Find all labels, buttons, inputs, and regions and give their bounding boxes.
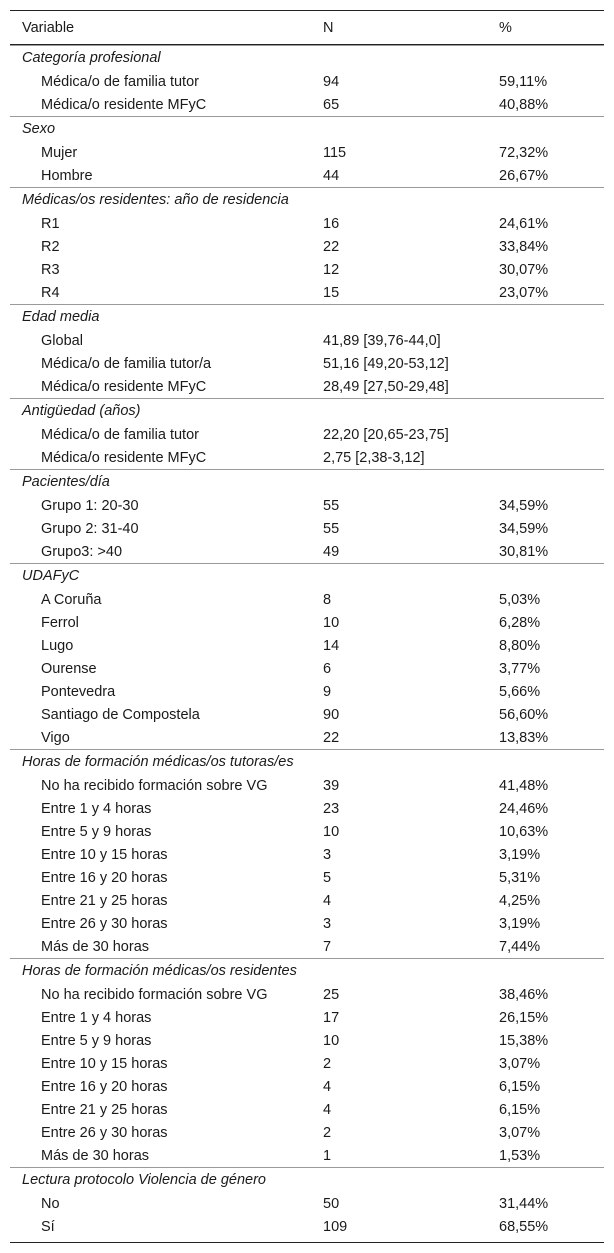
- row-n: 17: [323, 1009, 340, 1026]
- table-row: [10, 494, 604, 517]
- row-label: Ourense: [41, 660, 97, 677]
- table-row: [10, 889, 604, 912]
- table-row: [10, 1121, 604, 1144]
- table-row: [10, 611, 604, 634]
- row-label: Entre 16 y 20 horas: [41, 1078, 168, 1095]
- table-row: [10, 540, 604, 563]
- row-percent: 72,32%: [499, 144, 549, 161]
- row-label: Ferrol: [41, 614, 79, 631]
- row-n: 10: [323, 614, 340, 631]
- row-percent: 5,31%: [499, 869, 541, 886]
- table-body: [10, 45, 604, 1238]
- row-percent: 34,59%: [499, 520, 549, 537]
- row-label: Médica/o residente MFyC: [41, 449, 207, 466]
- row-label: R1: [41, 215, 60, 232]
- row-n: 5: [323, 869, 332, 886]
- row-n: 115: [323, 144, 347, 161]
- row-label: R4: [41, 284, 60, 301]
- table-row: [10, 141, 604, 164]
- row-n: 109: [323, 1218, 348, 1235]
- section-title: Médicas/os residentes: año de residencia: [22, 192, 289, 208]
- row-n: 23: [323, 800, 340, 817]
- row-percent: 3,07%: [499, 1055, 541, 1072]
- section-title: Horas de formación médicas/os tutoras/es: [22, 754, 294, 770]
- section-title: Lectura protocolo Violencia de género: [22, 1172, 266, 1188]
- section-heading: [10, 45, 604, 70]
- row-n: 22: [323, 238, 340, 255]
- row-percent: 31,44%: [499, 1195, 549, 1212]
- row-n: 1: [323, 1147, 332, 1164]
- row-n: 4: [323, 892, 332, 909]
- row-label: Santiago de Compostela: [41, 706, 200, 723]
- row-percent: 1,53%: [499, 1147, 541, 1164]
- row-n: 4: [323, 1078, 332, 1095]
- header-percent: %: [499, 19, 512, 36]
- row-label: Grupo3: >40: [41, 543, 123, 560]
- row-n: 9: [323, 683, 332, 700]
- row-label: Global: [41, 332, 83, 349]
- row-label: Más de 30 horas: [41, 938, 150, 955]
- row-label: Médica/o residente MFyC: [41, 96, 207, 113]
- row-label: Entre 26 y 30 horas: [41, 915, 168, 932]
- row-n: 6: [323, 660, 332, 677]
- row-percent: 3,19%: [499, 846, 541, 863]
- table-row: [10, 281, 604, 304]
- row-percent: 8,80%: [499, 637, 541, 654]
- row-percent: 30,81%: [499, 543, 549, 560]
- row-n: 65: [323, 96, 340, 113]
- section-title: Antigüedad (años): [22, 403, 141, 419]
- row-label: Hombre: [41, 167, 93, 184]
- section-title: Categoría profesional: [22, 50, 161, 66]
- row-label: Entre 5 y 9 horas: [41, 823, 152, 840]
- row-label: Vigo: [41, 729, 70, 746]
- row-label: Médica/o residente MFyC: [41, 378, 207, 395]
- table-row: [10, 258, 604, 281]
- table-row: [10, 843, 604, 866]
- section-heading: [10, 304, 604, 329]
- row-label: A Coruña: [41, 591, 102, 608]
- row-percent: 6,15%: [499, 1101, 541, 1118]
- section-title: Pacientes/día: [22, 474, 110, 490]
- row-label: Entre 5 y 9 horas: [41, 1032, 152, 1049]
- section-heading: [10, 187, 604, 212]
- row-percent: 40,88%: [499, 96, 549, 113]
- section-heading: [10, 958, 604, 983]
- row-label: Grupo 2: 31-40: [41, 520, 139, 537]
- row-n: 55: [323, 520, 340, 537]
- table-header: [10, 10, 604, 45]
- row-n: 22: [323, 729, 340, 746]
- row-label: Entre 1 y 4 horas: [41, 1009, 152, 1026]
- table-row: [10, 423, 604, 446]
- row-percent: 3,19%: [499, 915, 541, 932]
- section-title: UDAFyC: [22, 568, 80, 584]
- table-bottom-rule: [10, 1238, 604, 1243]
- row-percent: 24,46%: [499, 800, 549, 817]
- row-label: Médica/o de familia tutor/a: [41, 355, 212, 372]
- table-row: [10, 329, 604, 352]
- row-n: 8: [323, 591, 332, 608]
- section-title: Edad media: [22, 309, 100, 325]
- table-row: [10, 726, 604, 749]
- row-n: 15: [323, 284, 340, 301]
- table-row: [10, 774, 604, 797]
- row-n: 2: [323, 1055, 332, 1072]
- row-percent: 13,83%: [499, 729, 549, 746]
- row-percent: 4,25%: [499, 892, 541, 909]
- row-label: No ha recibido formación sobre VG: [41, 986, 268, 1003]
- section-heading: [10, 116, 604, 141]
- row-percent: 68,55%: [499, 1218, 549, 1235]
- row-label: Grupo 1: 20-30: [41, 497, 139, 514]
- row-percent: 5,66%: [499, 683, 541, 700]
- row-label: No ha recibido formación sobre VG: [41, 777, 268, 794]
- row-percent: 6,15%: [499, 1078, 541, 1095]
- row-n: 2: [323, 1124, 332, 1141]
- table-row: [10, 1052, 604, 1075]
- row-n: 94: [323, 73, 340, 90]
- table-row: [10, 983, 604, 1006]
- section-heading: [10, 563, 604, 588]
- table-row: [10, 1029, 604, 1052]
- table-row: [10, 657, 604, 680]
- row-n: 14: [323, 637, 340, 654]
- row-percent: 24,61%: [499, 215, 549, 232]
- row-n: 2,75 [2,38-3,12]: [323, 449, 425, 466]
- table-row: [10, 1006, 604, 1029]
- row-label: Lugo: [41, 637, 74, 654]
- row-n: 10: [323, 1032, 340, 1049]
- row-percent: 26,67%: [499, 167, 549, 184]
- section-heading: [10, 469, 604, 494]
- row-percent: 26,15%: [499, 1009, 549, 1026]
- table-row: [10, 634, 604, 657]
- table-row: [10, 680, 604, 703]
- section-title: Horas de formación médicas/os residentes: [22, 963, 297, 979]
- row-percent: 3,07%: [499, 1124, 541, 1141]
- table-row: [10, 164, 604, 187]
- row-label: R3: [41, 261, 60, 278]
- table-row: [10, 1075, 604, 1098]
- row-percent: 5,03%: [499, 591, 541, 608]
- row-percent: 3,77%: [499, 660, 541, 677]
- row-n: 55: [323, 497, 340, 514]
- row-n: 22,20 [20,65-23,75]: [323, 426, 449, 443]
- row-label: R2: [41, 238, 60, 255]
- table-row: [10, 70, 604, 93]
- row-label: Más de 30 horas: [41, 1147, 150, 1164]
- table-row: [10, 820, 604, 843]
- row-n: 25: [323, 986, 340, 1003]
- table-row: [10, 1144, 604, 1167]
- row-label: Mujer: [41, 144, 78, 161]
- section-heading: [10, 1167, 604, 1192]
- table-row: [10, 93, 604, 116]
- row-n: 4: [323, 1101, 332, 1118]
- section-heading: [10, 398, 604, 423]
- row-n: 3: [323, 846, 332, 863]
- row-label: Sí: [41, 1218, 55, 1235]
- data-table: [10, 10, 604, 1243]
- table-row: [10, 235, 604, 258]
- row-percent: 41,48%: [499, 777, 549, 794]
- row-n: 49: [323, 543, 340, 560]
- row-label: Entre 1 y 4 horas: [41, 800, 152, 817]
- table-row: [10, 352, 604, 375]
- row-n: 44: [323, 167, 340, 184]
- row-n: 39: [323, 777, 340, 794]
- row-label: Entre 21 y 25 horas: [41, 1101, 168, 1118]
- table-row: [10, 1098, 604, 1121]
- row-label: Médica/o de familia tutor: [41, 73, 199, 90]
- row-n: 7: [323, 938, 332, 955]
- row-percent: 33,84%: [499, 238, 549, 255]
- row-n: 41,89 [39,76-44,0]: [323, 332, 441, 349]
- row-n: 51,16 [49,20-53,12]: [323, 355, 449, 372]
- header-variable: Variable: [22, 19, 75, 36]
- row-label: Entre 21 y 25 horas: [41, 892, 168, 909]
- row-label: Médica/o de familia tutor: [41, 426, 199, 443]
- table-row: [10, 703, 604, 726]
- table-row: [10, 212, 604, 235]
- table-row: [10, 1215, 604, 1238]
- row-n: 12: [323, 261, 340, 278]
- section-heading: [10, 749, 604, 774]
- row-percent: 7,44%: [499, 938, 541, 955]
- table-row: [10, 517, 604, 540]
- row-percent: 10,63%: [499, 823, 549, 840]
- table-row: [10, 866, 604, 889]
- row-percent: 30,07%: [499, 261, 549, 278]
- row-n: 28,49 [27,50-29,48]: [323, 378, 449, 395]
- row-percent: 56,60%: [499, 706, 549, 723]
- row-label: No: [41, 1195, 60, 1212]
- row-label: Entre 10 y 15 horas: [41, 1055, 168, 1072]
- table-row: [10, 375, 604, 398]
- row-label: Entre 26 y 30 horas: [41, 1124, 168, 1141]
- table-row: [10, 797, 604, 820]
- row-percent: 34,59%: [499, 497, 549, 514]
- row-n: 16: [323, 215, 340, 232]
- row-label: Entre 16 y 20 horas: [41, 869, 168, 886]
- row-label: Entre 10 y 15 horas: [41, 846, 168, 863]
- row-label: Pontevedra: [41, 683, 116, 700]
- row-percent: 23,07%: [499, 284, 549, 301]
- row-n: 10: [323, 823, 340, 840]
- row-percent: 15,38%: [499, 1032, 549, 1049]
- table-row: [10, 446, 604, 469]
- row-n: 3: [323, 915, 332, 932]
- row-n: 50: [323, 1195, 340, 1212]
- row-n: 90: [323, 706, 340, 723]
- table-row: [10, 588, 604, 611]
- row-percent: 6,28%: [499, 614, 541, 631]
- row-percent: 59,11%: [499, 73, 548, 90]
- section-title: Sexo: [22, 121, 56, 137]
- header-n: N: [323, 19, 334, 36]
- row-percent: 38,46%: [499, 986, 549, 1003]
- table-row: [10, 1192, 604, 1215]
- table-row: [10, 935, 604, 958]
- table-row: [10, 912, 604, 935]
